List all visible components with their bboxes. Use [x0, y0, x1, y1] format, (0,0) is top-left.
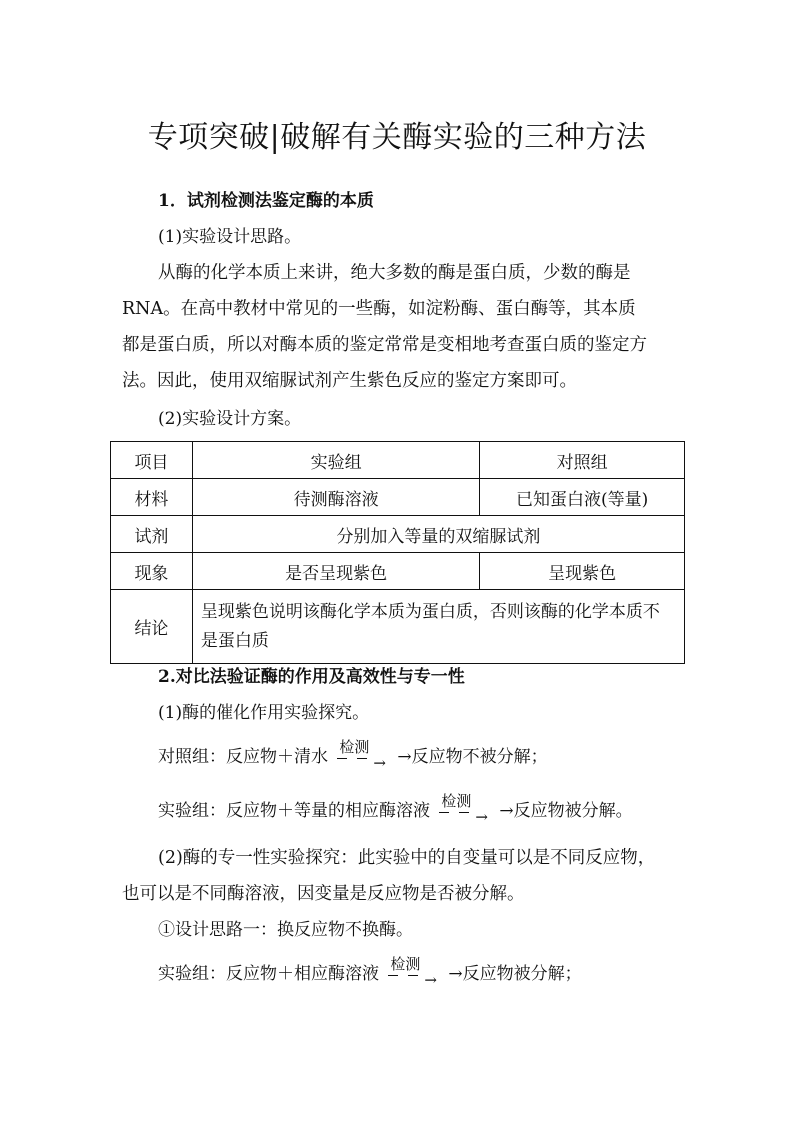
paragraph-line: (2)酶的专一性实验探究：此实验中的自变量可以是不同反应物， — [158, 848, 656, 868]
table-header-row — [111, 442, 685, 479]
table-cell: 呈现紫色说明该酶化学本质为蛋白质，否则该酶的化学本质不是蛋白质 — [192, 590, 684, 664]
page-title: 专项突破|破解有关酶实验的三种方法 — [147, 120, 647, 155]
table-cell: 材料 — [111, 479, 193, 516]
table-cell: 待测酶溶液 — [192, 479, 479, 516]
table-cell: 已知蛋白液(等量) — [480, 479, 685, 516]
table-row — [111, 516, 685, 553]
table-cell: 是否呈现紫色 — [192, 553, 479, 590]
table-cell: 现象 — [111, 553, 193, 590]
paragraph-line: 都是蛋白质，所以对酶本质的鉴定常常是变相地考查蛋白质的鉴定方 — [122, 335, 647, 355]
table-cell: 结论 — [111, 590, 193, 664]
reaction-arrow-icon: 检测 → — [441, 791, 488, 826]
paragraph-line: 从酶的化学本质上来讲，绝大多数的酶是蛋白质，少数的酶是 — [158, 263, 631, 283]
experiment-group-formula-2: 实验组：反应物＋相应酶溶液 检测 → →反应物被分解； — [158, 954, 582, 989]
experiment-design-table — [110, 441, 685, 664]
table-cell: 呈现紫色 — [480, 553, 685, 590]
design-idea-1: ①设计思路一：换反应物不换酶。 — [158, 920, 413, 940]
section-1-subheading: (1)实验设计思路。 — [158, 227, 302, 247]
paragraph-line: 也可以是不同酶溶液，因变量是反应物是否被分解。 — [122, 884, 525, 904]
reaction-arrow-icon: 检测 → — [339, 737, 386, 772]
section-1-heading: 1．试剂检测法鉴定酶的本质 — [158, 191, 374, 211]
table-header-cell: 实验组 — [192, 442, 479, 479]
section-2-subheading: (1)酶的催化作用实验探究。 — [158, 703, 370, 723]
table-cell: 试剂 — [111, 516, 193, 553]
table-row — [111, 479, 685, 516]
table-row — [111, 553, 685, 590]
section-2-heading: 2.对比法验证酶的作用及高效性与专一性 — [158, 667, 465, 687]
table-cell: 分别加入等量的双缩脲试剂 — [192, 516, 684, 553]
table-header-cell: 项目 — [111, 442, 193, 479]
table-header-cell: 对照组 — [480, 442, 685, 479]
paragraph-line: RNA。在高中教材中常见的一些酶，如淀粉酶、蛋白酶等，其本质 — [122, 299, 636, 319]
reaction-arrow-icon: 检测 → — [390, 954, 437, 989]
table-row — [111, 590, 685, 664]
control-group-formula: 对照组：反应物＋清水 检测 → →反应物不被分解； — [158, 737, 548, 772]
experiment-group-formula: 实验组：反应物＋等量的相应酶溶液 检测 → →反应物被分解。 — [158, 791, 633, 826]
paragraph-line: 法。因此，使用双缩脲试剂产生紫色反应的鉴定方案即可。 — [122, 371, 577, 391]
section-1-subheading-2: (2)实验设计方案。 — [158, 409, 302, 429]
